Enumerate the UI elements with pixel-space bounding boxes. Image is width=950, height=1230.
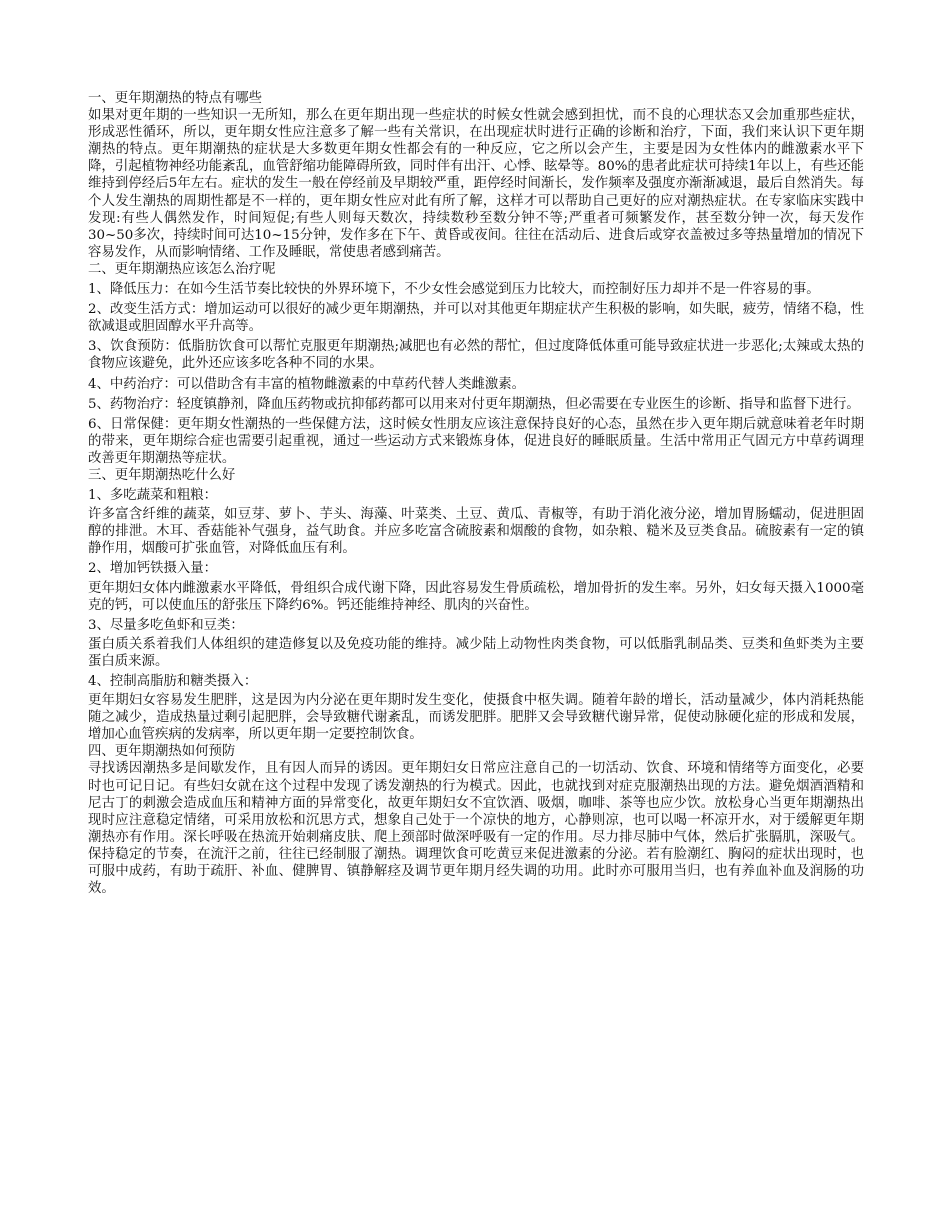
treatment-item: 3、饮食预防：低脂肪饮食可以帮忙克服更年期潮热;减肥也有必然的帮忙，但过度降低体重可能导致症状进一步恶化;太辣或太热的食物应该避免，此外还应该多吃各种不同的水果。 [88, 339, 864, 372]
section-title-prevention: 四、更年期潮热如何预防 [88, 744, 236, 760]
diet-subbody: 许多富含纤维的蔬菜，如豆芽、萝卜、芋头、海藻、叶菜类、土豆、黄瓜、青椒等，有助于消化液分泌，增加胃肠蠕动，促进胆固醇的排泄。木耳、香菇能补气强身，益气助食。并应多吃富含硫胺素和烟酸的食物，如杂粮、糙米及豆类食品。硫胺素有一定的镇静作用，烟酸可扩张血管，对降低血压有利。 [88, 507, 864, 557]
treatment-item: 6、日常保健：更年期女性潮热的一些保健方法，这时候女性朋友应该注意保持良好的心态，虽然在步入更年期后就意味着老年时期的带来，更年期综合症也需要引起重视，通过一些运动方式来锻炼身体，促进良好的睡眠质量。生活中常用正气固元方中草药调理改善更年期潮热等症状。 [88, 416, 864, 466]
diet-subbody: 蛋白质关系着我们人体组织的建造修复以及免疫功能的维持。减少陆上动物性肉类食物，可以低脂乳制品类、豆类和鱼虾类为主要蛋白质来源。 [88, 636, 864, 669]
section-title-diet: 三、更年期潮热吃什么好 [88, 467, 236, 483]
treatment-item: 4、中药治疗：可以借助含有丰富的植物雌激素的中草药代替人类雌激素。 [88, 376, 526, 392]
diet-subheading: 3、尽量多吃鱼虾和豆类： [88, 617, 244, 633]
diet-subbody: 更年期妇女容易发生肥胖，这是因为内分泌在更年期时发生变化，使摄食中枢失调。随着年龄的增长，活动量减少，体内消耗热能随之减少，造成热量过剩引起肥胖，会导致糖代谢紊乱，而诱发肥胖。肥胖又会导致糖代谢异常，促使动脉硬化症的形成和发展，增加心血管疾病的发病率，所以更年期一定要控制饮食。 [88, 693, 864, 743]
treatment-item: 2、改变生活方式：增加运动可以很好的减少更年期潮热，并可以对其他更年期症状产生积极的影响，如失眠，疲劳，情绪不稳，性欲减退或胆固醇水平升高等。 [88, 302, 864, 335]
diet-subheading: 2、增加钙铁摄入量： [88, 561, 218, 577]
treatment-item: 5、药物治疗：轻度镇静剂，降血压药物或抗抑郁药都可以用来对付更年期潮热，但必需要在专业医生的诊断、指导和监督下进行。 [88, 396, 860, 412]
section-body-features: 如果对更年期的一些知识一无所知，那么在更年期出现一些症状的时候女性就会感到担忧，而不良的心理状态又会加重那些症状，形成恶性循环，所以，更年期女性应注意多了解一些有关常识，在出现症状时进行正确的诊断和治疗，下面，我们来认识下更年期潮热的特点。更年期潮热的症状是大多数更年期女性都会有的一种反应，它之所以会产生，主要是因为女性体内的雌激素水平下降，引起植物神经功能紊乱，血管舒缩功能障碍所致，同时伴有出汗、心悸、眩晕等。80%的患者此症状可持续1年以上，有些还能维持到停经后5年左右。症状的发生一般在停经前及早期较严重，距停经时间渐长，发作频率及强度亦渐渐减退，最后自然消失。每个人发生潮热的周期性都是不一样的，更年期女性应对此有所了解，这样才可以帮助自己更好的应对潮热症状。在专家临床实践中发现:有些人偶然发作，时间短促;有些人则每天数次，持续数秒至数分钟不等;严重者可频繁发作，甚至数分钟一次，每天发作30~50多次，持续时间可达10~15分钟，发作多在下午、黄昏或夜间。往往在活动后、进食后或穿衣盖被过多等热量增加的情况下容易发作，从而影响情绪、工作及睡眠，常使患者感到痛苦。 [88, 108, 864, 260]
section-title-treatment: 二、更年期潮热应该怎么治疗呢 [88, 261, 276, 277]
treatment-item: 1、降低压力：在如今生活节奏比较快的外界环境下，不少女性会感觉到压力比较大，而控制好压力却并不是一件容易的事。 [88, 282, 820, 298]
diet-subheading: 4、控制高脂肪和糖类摄入： [88, 674, 258, 689]
section-body-prevention: 寻找诱因潮热多是间歇发作，且有因人而异的诱因。更年期妇女日常应注意自己的一切活动、饮食、环境和情绪等方面变化，必要时也可记日记。有些妇女就在这个过程中发现了诱发潮热的行为模式。因此，也就找到对症克服潮热出现的方法。避免烟酒酒精和尼古丁的刺激会造成血压和精神方面的异常变化，故更年期妇女不宜饮酒、吸烟，咖啡、茶等也应少饮。放松身心当更年期潮热出现时应注意稳定情绪，可采用放松和沉思方式，想象自己处于一个凉快的地方，心静则凉，也可以喝一杯凉开水，对于缓解更年期潮热亦有作用。深长呼吸在热流开始刺痛皮肤、爬上颈部时做深呼吸有一定的作用。尽力排尽肺中气体，然后扩张膈肌，深吸气。保持稳定的节奏，在流汗之前，往往已经制服了潮热。调理饮食可吃黄豆来促进激素的分泌。若有脸潮红、胸闷的症状出现时，也可服中成药，有助于疏肝、补血、健脾胃、镇静解痉及调节更年期月经失调的功用。此时亦可服用当归，也有养血补血及润肠的功效。 [88, 761, 864, 897]
section-title-features: 一、更年期潮热的特点有哪些 [88, 91, 263, 106]
diet-subbody: 更年期妇女体内雌激素水平降低，骨组织合成代谢下降，因此容易发生骨质疏松，增加骨折的发生率。另外，妇女每天摄入1000毫克的钙，可以使血压的舒张压下降约6%。钙还能维持神经、肌肉的兴奋性。 [88, 580, 864, 613]
diet-subheading: 1、多吃蔬菜和粗粮： [88, 488, 218, 504]
article [88, 90, 864, 897]
